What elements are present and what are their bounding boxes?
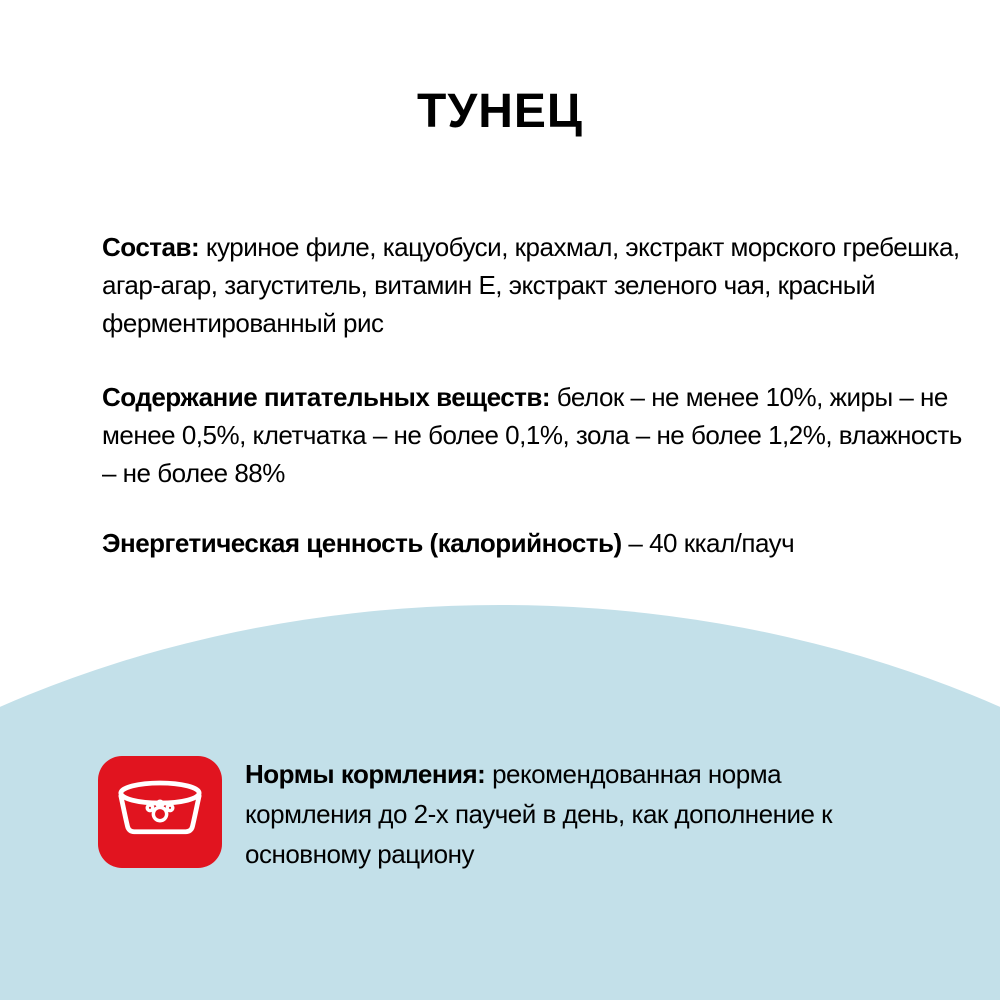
page-title: ТУНЕЦ <box>417 85 583 138</box>
nutrition-paragraph <box>102 378 962 492</box>
energy-label: Энергетическая ценность (калорийность) <box>102 528 622 558</box>
feeding-text: рекомендованная норма кормления до 2-х паучей в день, как дополнение к основному рациону <box>245 759 833 869</box>
feeding-icon-tile <box>98 756 222 868</box>
feeding-paragraph <box>245 754 905 874</box>
composition-paragraph <box>102 228 962 342</box>
nutrition-text: белок – не менее 10%, жиры – не менее 0,5%, клетчатка – не более 0,1%, зола – не более 1,2%, влажность – не более 88% <box>102 382 962 488</box>
energy-paragraph <box>102 524 962 562</box>
pet-bowl-icon <box>112 773 208 857</box>
energy-text: – 40 ккал/пауч <box>628 528 795 558</box>
composition-text: куриное филе, кацуобуси, крахмал, экстракт морского гребешка, агар-агар, загуститель, витамин Е, экстракт зеленого чая, красный ферментированный рис <box>102 232 960 338</box>
feeding-label: Нормы кормления: <box>245 759 486 789</box>
composition-label: Состав: <box>102 232 200 262</box>
nutrition-label: Содержание питательных веществ: <box>102 382 551 412</box>
